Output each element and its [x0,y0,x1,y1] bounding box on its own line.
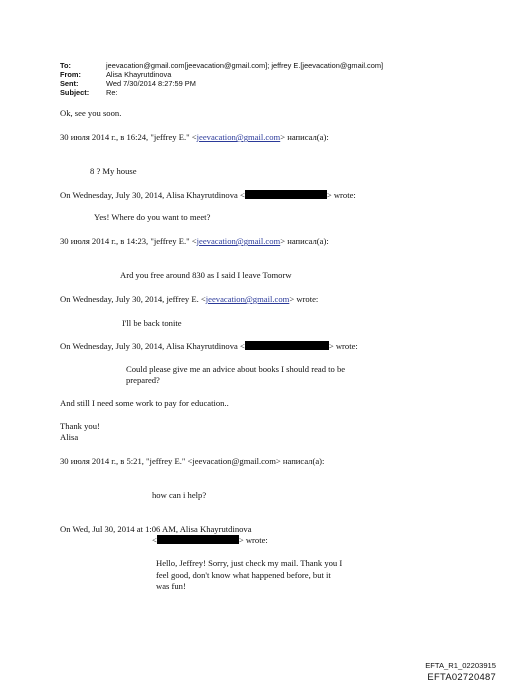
subject-value: Re: [106,88,118,97]
attribution-7-lt: < [152,535,157,545]
message-5: I'll be back tonite [122,318,182,328]
message-1: Ok, see you soon. [60,108,122,118]
attribution-1 [60,132,329,143]
sent-value: Wed 7/30/2014 8:27:59 PM [106,79,196,88]
attribution-3-suffix: > написал(а): [280,236,329,246]
message-8-line-1: Thank you! [60,421,100,431]
footer-id-secondary: EFTA02720487 [427,671,496,682]
attribution-4-suffix: > wrote: [289,294,319,304]
footer-id-primary: EFTA_R1_02203915 [425,661,496,670]
from-value: Alisa Khayrutdinova [106,70,172,79]
attribution-4-prefix: On Wednesday, July 30, 2014, jeffrey E. < [60,294,206,304]
message-10-line-2: feel good, don't know what happened before, but it [156,570,331,580]
redaction-bar [157,535,239,544]
redaction-bar [245,190,327,199]
attribution-6: 30 июля 2014 г., в 5:21, "jeffrey E." <jeevacation@gmail.com> написал(а): [60,456,325,466]
attribution-1-email-link[interactable]: jeevacation@gmail.com [196,132,281,142]
attribution-3-email-link[interactable]: jeevacation@gmail.com [196,236,281,246]
message-6-line-2: prepared? [126,375,160,385]
attribution-7-line-1: On Wed, Jul 30, 2014 at 1:06 AM, Alisa Khayrutdinova [60,524,252,534]
attribution-2 [60,190,356,201]
message-3: Yes! Where do you want to meet? [94,212,211,222]
message-4: Ard you free around 830 as I said I leave Tomorw [120,270,292,280]
attribution-5 [60,341,358,352]
attribution-5-prefix: On Wednesday, July 30, 2014, Alisa Khayrutdinova < [60,341,245,351]
attribution-7-line-2 [152,535,268,546]
message-10-line-1: Hello, Jeffrey! Sorry, just check my mail. Thank you I [156,558,343,568]
to-value: jeevacation@gmail.com[jeevacation@gmail.com]; jeffrey E.[jeevacation@gmail.com] [106,61,384,70]
subject-label: Subject: [60,88,90,97]
message-9: how can i help? [152,490,207,500]
message-2: 8 ? My house [90,166,137,176]
attribution-4-email-link[interactable]: jeevacation@gmail.com [205,294,290,304]
attribution-3-prefix: 30 июля 2014 г., в 14:23, "jeffrey E." < [60,236,197,246]
attribution-1-suffix: > написал(а): [280,132,329,142]
message-6-line-1: Could please give me an advice about books I should read to be [126,364,346,374]
attribution-4 [60,294,318,305]
message-8-line-2: Alisa [60,432,79,442]
attribution-7-suffix: > wrote: [238,535,268,545]
attribution-2-suffix: > wrote: [326,190,356,200]
message-10-line-3: was fun! [156,581,186,591]
message-7: And still I need some work to pay for education.. [60,398,229,408]
sent-label: Sent: [60,79,79,88]
to-label: To: [60,61,71,70]
from-label: From: [60,70,81,79]
attribution-3 [60,236,329,247]
attribution-2-prefix: On Wednesday, July 30, 2014, Alisa Khayrutdinova < [60,190,245,200]
attribution-1-prefix: 30 июля 2014 г., в 16:24, "jeffrey E." < [60,132,197,142]
attribution-5-suffix: > wrote: [328,341,358,351]
redaction-bar [245,341,329,350]
